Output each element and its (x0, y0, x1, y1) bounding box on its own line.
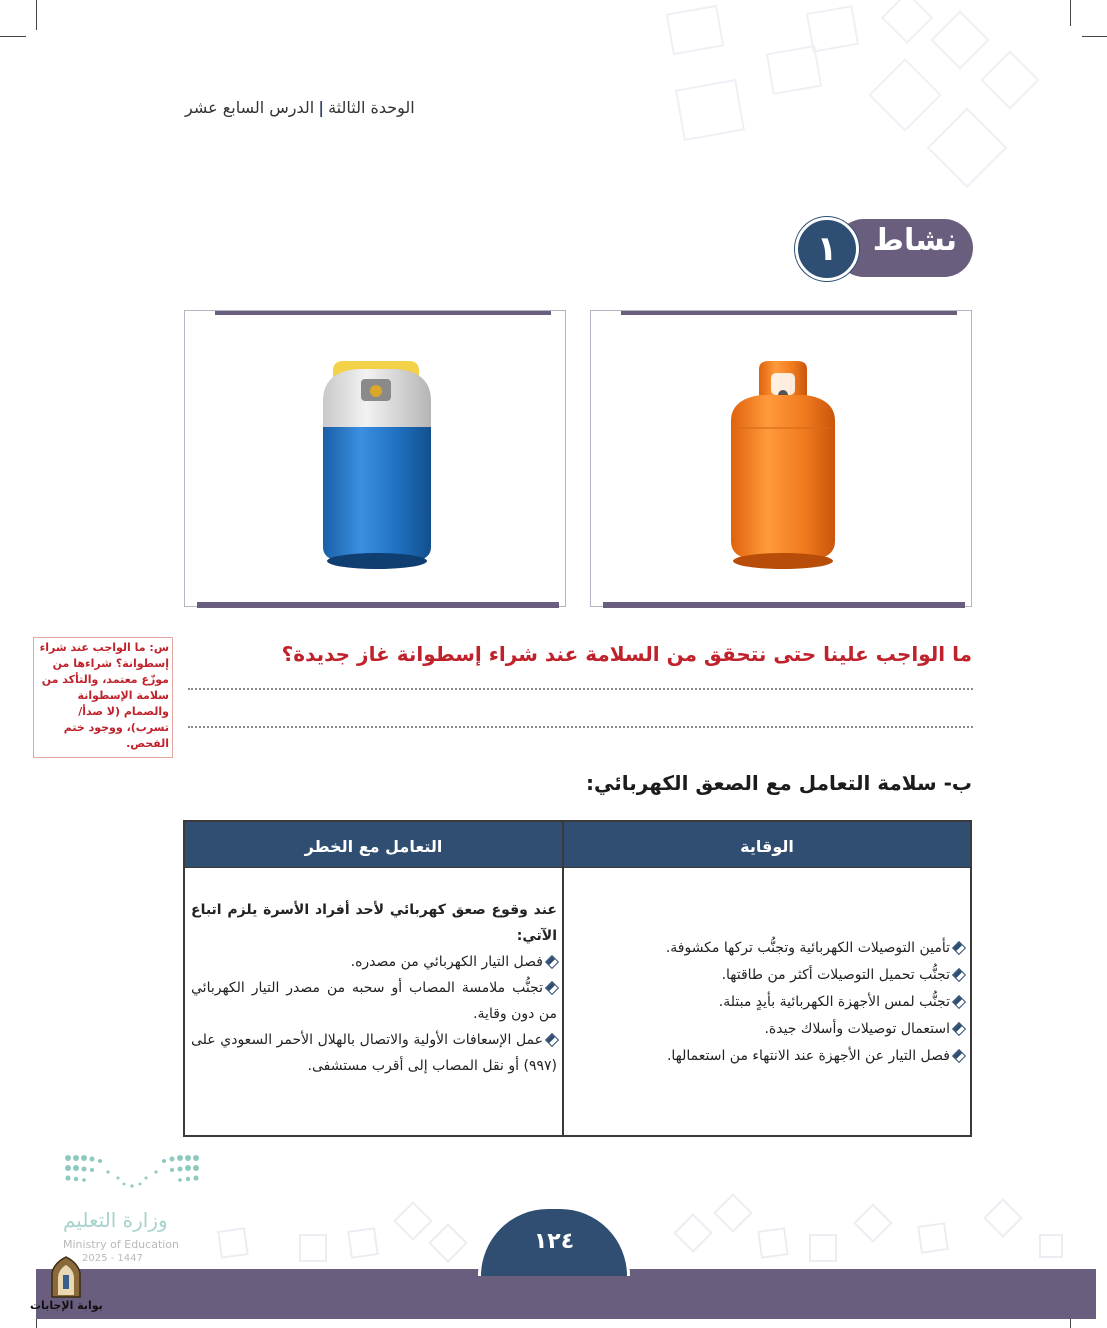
crop-mark (0, 36, 26, 37)
activity-number: ١ (795, 217, 859, 281)
crop-mark (36, 0, 37, 30)
header-separator: | (318, 98, 325, 117)
prevention-item-text: فصل التيار عن الأجهزة عند الانتهاء من استعمالها. (666, 1048, 950, 1064)
ministry-logo (58, 1148, 208, 1268)
answer-dotted-line (188, 726, 973, 728)
footer-bar (36, 1269, 1096, 1319)
prevention-item (569, 935, 964, 962)
answer-dotted-line (188, 688, 973, 690)
section-b-title: ب- سلامة التعامل مع الصعق الكهربائي: (586, 771, 972, 795)
diamond-bullet-icon (953, 942, 964, 953)
activity-badge (795, 217, 973, 281)
orange-gas-cylinder-image (591, 311, 973, 608)
safety-table (183, 820, 972, 1137)
handling-item-text: عمل الإسعافات الأولية والاتصال بالهلال الأحمر السعودي على (٩٩٧) أو نقل المصاب إلى أقرب مستشفى. (191, 1032, 557, 1074)
unit-title: الوحدة الثالثة (328, 98, 415, 117)
lesson-title: الدرس السابع عشر (185, 98, 315, 117)
prevention-item-text: استعمال توصيلات وأسلاك جيدة. (764, 1021, 950, 1037)
handling-column (191, 897, 557, 1079)
unit-lesson-header (185, 98, 440, 117)
crop-mark (1082, 36, 1107, 37)
diamond-bullet-icon (546, 982, 557, 993)
prevention-list (569, 935, 964, 1070)
handling-item-text: فصل التيار الكهربائي من مصدره. (350, 954, 543, 970)
prevention-item (569, 962, 964, 989)
column-divider (562, 822, 564, 1135)
answer-note: س: ما الواجب عند شراء إسطوانة؟ شراءها من موزّع معتمد، والتأكد من سلامة الإسطوانة والصمام (لا صدأ/تسرب)، ووجود ختم الفحص. (33, 637, 173, 758)
watermark-logo (30, 1255, 102, 1319)
column-header-handling: التعامل مع الخطر (185, 822, 562, 867)
handling-item-text: تجنُّب ملامسة المصاب أو سحبه من مصدر التيار الكهربائي من دون وقاية. (191, 980, 557, 1022)
prevention-item (569, 989, 964, 1016)
activity-question: ما الواجب علينا حتى نتحقق من السلامة عند شراء إسطوانة غاز جديدة؟ (281, 642, 972, 666)
frame-bottom-bar (197, 602, 559, 608)
prevention-item-text: تجنُّب تحميل التوصيلات أكثر من طاقتها. (721, 967, 950, 983)
prevention-item-text: تأمين التوصيلات الكهربائية وتجنُّب تركها مكشوفة. (665, 940, 950, 956)
column-header-prevention: الوقاية (564, 822, 970, 867)
blue-gas-cylinder-image (185, 311, 567, 608)
photo-frame-orange (590, 310, 972, 607)
photo-frame-blue (184, 310, 566, 607)
header-divider (185, 867, 970, 868)
footer-pattern (200, 1190, 1080, 1270)
handling-item (191, 1027, 557, 1079)
ministry-year: 2025 - 1447 (82, 1253, 143, 1264)
decorative-pattern (640, 0, 1080, 200)
prevention-item (569, 1043, 964, 1070)
handling-item (191, 975, 557, 1027)
diamond-bullet-icon (953, 996, 964, 1007)
ministry-name-ar: وزارة التعليم (63, 1208, 168, 1232)
lantern-icon (30, 1255, 102, 1301)
prevention-item (569, 1016, 964, 1043)
diamond-bullet-icon (546, 1034, 557, 1045)
diamond-bullet-icon (953, 1023, 964, 1034)
diamond-bullet-icon (953, 969, 964, 980)
ministry-dots-icon (58, 1148, 208, 1208)
frame-bottom-bar (603, 602, 965, 608)
watermark-text: بوابة الإجابات (30, 1299, 103, 1312)
activity-label: نشاط (872, 223, 957, 258)
prevention-item-text: تجنُّب لمس الأجهزة الكهربائية بأيدٍ مبتلة. (718, 994, 950, 1010)
page-number: ١٢٤ (533, 1229, 575, 1254)
diamond-bullet-icon (953, 1050, 964, 1061)
ministry-name-en: Ministry of Education (63, 1238, 180, 1251)
diamond-bullet-icon (546, 956, 557, 967)
handling-item (191, 949, 557, 975)
handling-intro: عند وقوع صعق كهربائي لأحد أفراد الأسرة يلزم اتباع الآتي: (191, 902, 557, 944)
